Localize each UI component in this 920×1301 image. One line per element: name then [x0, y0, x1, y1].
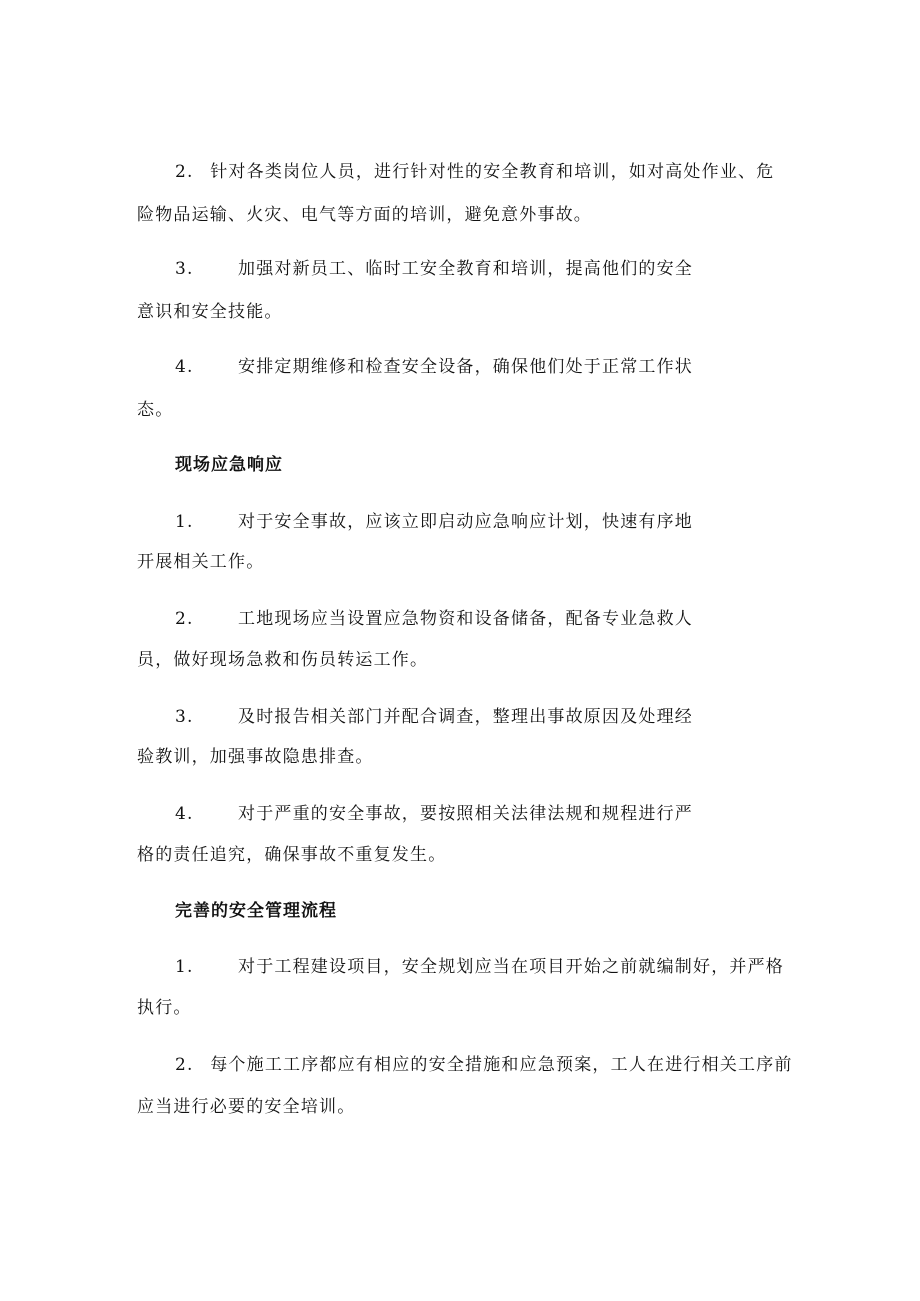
list-number: 3. [175, 259, 194, 279]
list-item-continuation: 员，做好现场急救和伤员转运工作。 [137, 650, 429, 670]
list-item-line [175, 802, 693, 826]
list-number: 2. [175, 1055, 194, 1075]
list-text: 工地现场应当设置应急物资和设备储备，配备专业急救人 [238, 609, 693, 629]
list-item-continuation: 态。 [137, 400, 174, 420]
list-item-line [175, 355, 693, 379]
list-item-line [175, 607, 693, 631]
list-number: 1. [175, 957, 194, 977]
list-text: 安排定期维修和检查安全设备，确保他们处于正常工作状 [238, 357, 693, 377]
list-item-continuation: 应当进行必要的安全培训。 [137, 1097, 356, 1117]
list-item-continuation: 意识和安全技能。 [137, 302, 283, 322]
list-number: 4. [175, 357, 194, 377]
list-text: 对于安全事故，应该立即启动应急响应计划，快速有序地 [238, 512, 693, 532]
list-number: 3. [175, 707, 194, 727]
list-item-line [175, 510, 693, 534]
list-item-line [175, 705, 693, 729]
list-text: 对于工程建设项目，安全规划应当在项目开始之前就编制好，并严格 [238, 957, 784, 977]
list-item-continuation: 险物品运输、火灾、电气等方面的培训，避免意外事故。 [137, 205, 592, 225]
list-text: 加强对新员工、临时工安全教育和培训，提高他们的安全 [238, 259, 693, 279]
list-text: 针对各类岗位人员，进行针对性的安全教育和培训，如对高处作业、危 [210, 162, 775, 182]
list-item-line [175, 1053, 793, 1077]
section-heading: 完善的安全管理流程 [175, 901, 337, 921]
list-number: 1. [175, 512, 194, 532]
list-item-continuation: 执行。 [137, 998, 192, 1018]
section-heading: 现场应急响应 [175, 455, 283, 475]
list-item-line [175, 257, 693, 281]
list-item-continuation: 格的责任追究，确保事故不重复发生。 [137, 845, 447, 865]
list-item-continuation: 验教训，加强事故隐患排查。 [137, 747, 374, 767]
list-text: 每个施工工序都应有相应的安全措施和应急预案，工人在进行相关工序前 [210, 1055, 793, 1075]
list-item-line [175, 160, 774, 184]
list-number: 4. [175, 804, 194, 824]
list-number: 2. [175, 609, 194, 629]
list-item-continuation: 开展相关工作。 [137, 552, 265, 572]
list-number: 2. [175, 162, 194, 182]
list-text: 及时报告相关部门并配合调查，整理出事故原因及处理经 [238, 707, 693, 727]
list-item-line [175, 955, 784, 979]
list-text: 对于严重的安全事故，要按照相关法律法规和规程进行严 [238, 804, 693, 824]
